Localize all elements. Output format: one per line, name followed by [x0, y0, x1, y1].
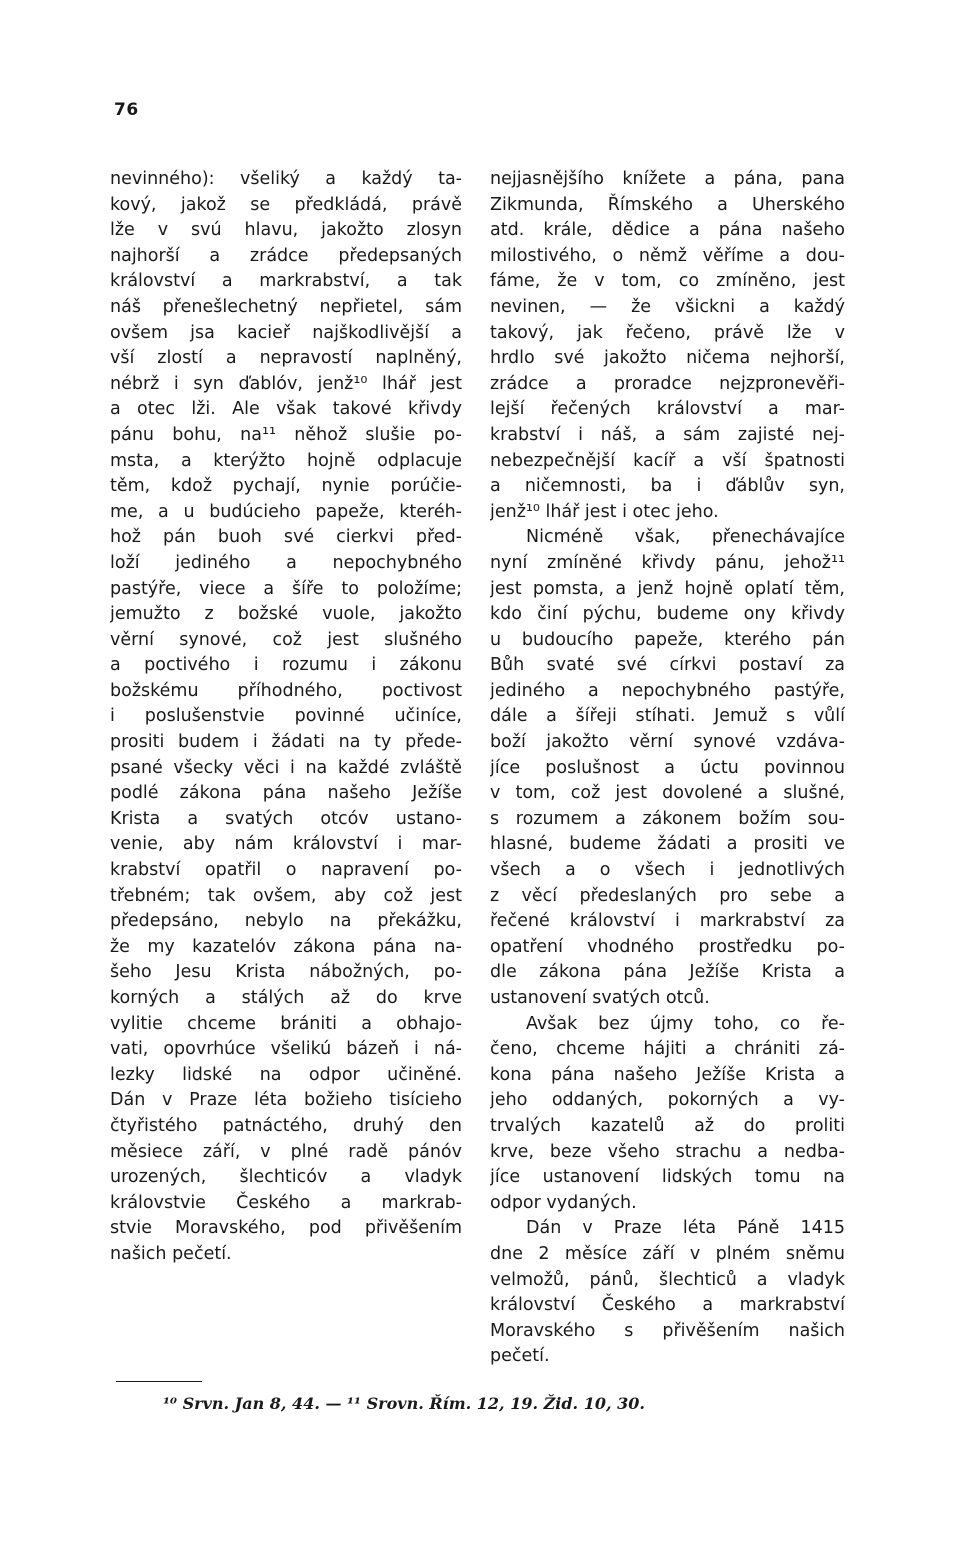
text-line: kona pána našeho Ježíše Krista a	[490, 1064, 845, 1085]
text-line: jediného a nepochybného pastýře,	[490, 680, 845, 701]
text-line: jíce poslušnost a úctu povinnou	[490, 757, 845, 778]
text-line: velmožů, pánů, šlechticů a vladyk	[490, 1269, 845, 1290]
text-line: pánu bohu, na¹¹ něhož slušie po-	[110, 424, 462, 445]
text-line: Zikmunda, Římského a Uherského	[490, 194, 845, 215]
text-line: jemužto z božské vuole, jakožto	[110, 604, 462, 625]
text-line: a poctivého i rozumu i zákonu	[110, 655, 462, 676]
text-line: nejjasnějšího knížete a pána, pana	[490, 169, 845, 189]
page-number: 76	[114, 100, 139, 120]
text-line: dle zákona pána Ježíše Krista a	[490, 962, 845, 983]
text-line: kdo činí pýchu, budeme ony křivdy	[490, 604, 845, 625]
text-line: vylitie chceme brániti a obhajo-	[110, 1013, 462, 1034]
text-line: najhorší a zrádce předepsaných	[110, 245, 462, 266]
text-line: kový, jakož se předkládá, právě	[110, 194, 462, 215]
text-line: u budoucího papeže, kterého pán	[490, 629, 845, 650]
text-line: nevinného): všeliký a každý ta-	[110, 169, 462, 189]
text-line: čtyřistého patnáctého, druhý den	[110, 1115, 462, 1136]
text-line: našich pečetí.	[110, 1243, 232, 1264]
text-line: odpor vydaných.	[490, 1192, 637, 1213]
text-line: hož pán buoh své cierkvi před-	[110, 527, 462, 548]
text-line: hrdlo své jakožto ničema nejhorší,	[490, 348, 845, 369]
text-line: království Českého a markrabství	[490, 1295, 845, 1316]
text-line: království a markrabství, a tak	[110, 271, 462, 292]
text-line: Dán v Praze léta Páně 1415	[526, 1218, 845, 1239]
text-line: trvalých kazatelů až do proliti	[490, 1115, 845, 1136]
text-line: fáme, že v tom, co zmíněno, jest	[490, 271, 845, 292]
text-line: Dán v Praze léta božieho tisícieho	[110, 1090, 462, 1111]
text-line: že my kazatelóv zákona pána na-	[110, 936, 462, 957]
footnote-rule	[116, 1381, 202, 1382]
left-column	[110, 167, 462, 1268]
text-line: nebezpečnější kacíř a vší špatnosti	[490, 450, 845, 471]
footnotes: ¹⁰ Srvn. Jan 8, 44. — ¹¹ Srovn. Řím. 12, 19. Žid. 10, 30.	[163, 1394, 645, 1413]
text-line: atd. krále, dědice a pána našeho	[490, 220, 845, 241]
text-line: hlasné, budeme žádati a prositi ve	[490, 834, 845, 855]
text-line: šeho Jesu Krista nábožných, po-	[110, 962, 462, 983]
text-line: třebném; tak ovšem, aby což jest	[110, 885, 462, 906]
right-column	[490, 167, 845, 1370]
text-line: korných a stálých až do krve	[110, 988, 462, 1008]
text-line: me, a u budúcieho papeže, kteréh-	[110, 501, 462, 522]
text-line: ovšem jsa kacieř najškodlivější a	[110, 322, 462, 343]
text-line: boží jakožto věrní synové vzdáva-	[490, 732, 845, 753]
text-line: náš přenešlechetný nepřietel, sám	[110, 296, 462, 317]
text-line: řečené království i markrabství za	[490, 911, 845, 932]
text-line: zrádce a proradce nejzpronevěři-	[490, 373, 845, 394]
text-line: a otec lži. Ale však takové křivdy	[110, 399, 462, 420]
text-line: prositi budem i žádati na ty přede-	[110, 732, 462, 753]
text-line: Moravského s přivěšením našich	[490, 1320, 845, 1341]
text-line: dne 2 měsíce září v plném sněmu	[490, 1243, 845, 1264]
text-line: vati, opovrhúce všelikú bázeň i ná-	[110, 1039, 462, 1060]
text-line: urozených, šlechticóv a vladyk	[110, 1167, 462, 1188]
text-line: s rozumem a zákonem božím sou-	[490, 808, 845, 829]
text-line: věrní synové, což jest slušného	[110, 629, 462, 650]
text-line: ustanovení svatých otců.	[490, 988, 710, 1008]
text-line: opatření vhodného prostředku po-	[490, 936, 845, 957]
text-line: i poslušenstvie povinné učiníce,	[110, 706, 462, 727]
text-line: dále a šířeji stíhati. Jemuž s vůlí	[490, 706, 845, 727]
text-line: v tom, což jest dovolené a slušné,	[490, 783, 845, 804]
text-line: Krista a svatých otcóv ustano-	[110, 808, 462, 829]
text-line: královstvie Českého a markrab-	[110, 1192, 462, 1213]
text-line: z věcí předeslaných pro sebe a	[490, 885, 845, 906]
text-line: čeno, chceme hájiti a chrániti zá-	[490, 1039, 845, 1060]
text-line: lejší řečených království a mar-	[490, 399, 845, 420]
text-line: a ničemnosti, ba i ďáblův syn,	[490, 476, 845, 497]
text-line: krabství i náš, a sám zajisté nej-	[490, 424, 845, 445]
text-line: vší zlostí a nepravostí naplněný,	[110, 348, 462, 369]
text-line: nébrž i syn ďablóv, jenž¹⁰ lhář jest	[110, 373, 462, 394]
text-line: Bůh svaté své církvi postaví za	[490, 655, 845, 676]
text-line: všech a o všech i jednotlivých	[490, 860, 845, 881]
text-line: venie, aby nám království i mar-	[110, 834, 462, 855]
text-line: takový, jak řečeno, právě lže v	[490, 322, 845, 343]
text-line: Nicméně však, přenechávajíce	[526, 527, 845, 548]
text-line: měsiece září, v plné radě pánóv	[110, 1141, 462, 1162]
text-line: podlé zákona pána našeho Ježíše	[110, 783, 462, 804]
text-line: lezky lidské na odpor učiněné.	[110, 1064, 462, 1085]
text-line: božskému příhodného, poctivost	[110, 680, 462, 701]
text-line: Avšak bez újmy toho, co ře-	[526, 1013, 845, 1034]
text-line: stvie Moravského, pod přivěšením	[110, 1218, 462, 1239]
text-line: pečetí.	[490, 1346, 550, 1367]
text-line: loží jediného a nepochybného	[110, 552, 462, 573]
text-line: psané všecky věci i na každé zvláště	[110, 757, 462, 778]
text-line: pastýře, viece a šíře to položíme;	[110, 578, 462, 599]
text-line: předepsáno, nebylo na překážku,	[110, 911, 462, 932]
text-line: jest pomsta, a jenž hojně oplatí těm,	[490, 578, 845, 599]
text-line: krabství opatřil o napravení po-	[110, 860, 462, 881]
text-line: jenž¹⁰ lhář jest i otec jeho.	[490, 501, 719, 522]
text-line: nevinen, — že všickni a každý	[490, 296, 845, 317]
text-line: krve, beze všeho strachu a nedba-	[490, 1141, 845, 1162]
text-line: msta, a kterýžto hojně odplacuje	[110, 450, 462, 471]
text-line: milostivého, o němž věříme a dou-	[490, 245, 845, 266]
text-line: těm, kdož pychají, nynie porúčie-	[110, 476, 462, 497]
text-line: lže v svú hlavu, jakožto zlosyn	[110, 220, 462, 241]
text-line: jeho oddaných, pokorných a vy-	[490, 1090, 845, 1111]
text-line: jíce ustanovení lidských tomu na	[490, 1167, 845, 1188]
text-line: nyní zmíněné křivdy pánu, jehož¹¹	[490, 552, 845, 573]
